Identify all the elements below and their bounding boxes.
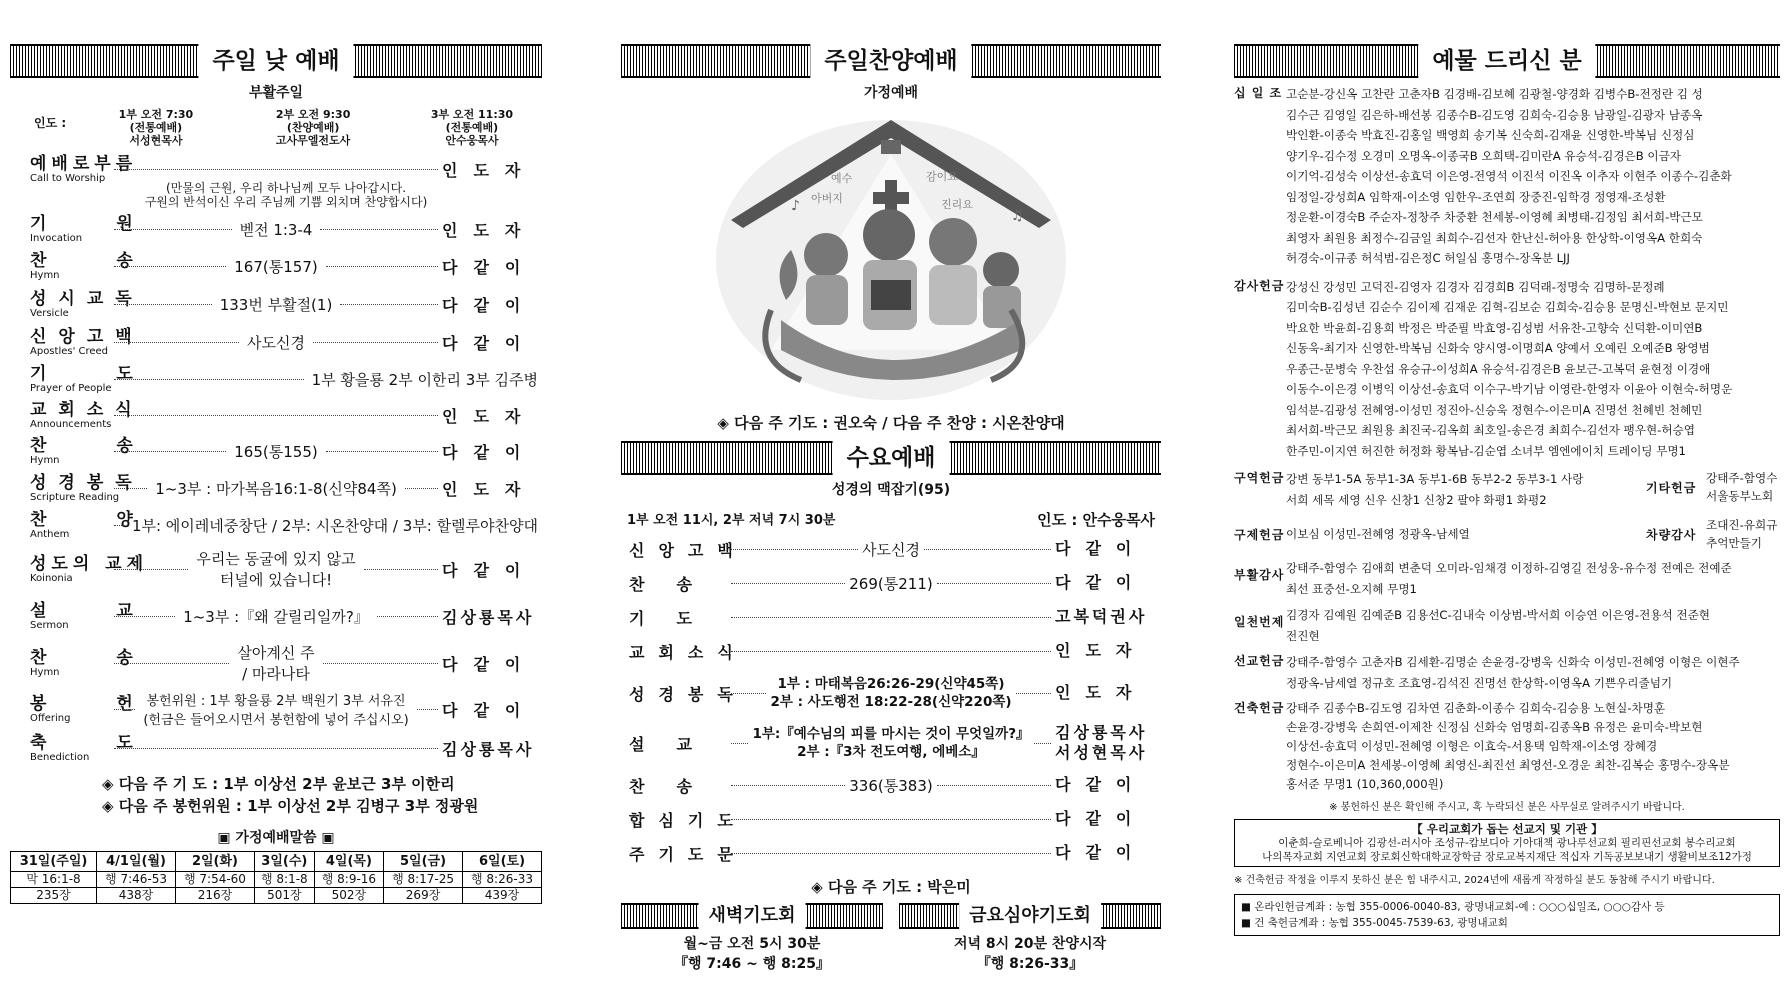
mission-box: 【 우리교회가 돕는 선교지 및 기관 】 이춘희-슬로베니아 김광선-러시아 조성규-캄보디아 기아대책 광나루선교회 필리핀선교회 봉수리교회 나의목자교회 지연교회 장로회신학대학교장학금 장로교복지재단 적십자 기독공보보내기 생활비보조12가정 — [1234, 819, 1780, 867]
order-row — [10, 729, 542, 767]
wednesday-title: 수요예배 — [833, 441, 950, 475]
wednesday-label: 설교 — [629, 734, 724, 754]
reading-ref: 행 8:1-8 — [254, 872, 314, 888]
wednesday-row — [621, 600, 1161, 634]
wednesday-time-row — [621, 509, 1161, 530]
district-offering: 구역헌금 강변 동부1-5A 동부1-3A 동부1-6B 동부2-2 동부3-1 사랑 서희 세목 세영 신우 신창1 신창2 팔야 화평1 화평2 기타헌금 강태주-함영수 서울동부노회 — [1234, 471, 1778, 507]
order-who: 다같이 — [442, 654, 537, 674]
order-content: 1~3부 : 마가복음16:1-8(신약84쪽) — [155, 479, 397, 498]
offering-line: 최영자 최원용 최정수-김금일 최희수-김선자 한난신-허아용 한상학-이영옥A 한희숙 — [1286, 230, 1703, 245]
offering-line: 허경숙-이규종 허석범-김은정C 허일심 홍명수-장옥분 LJJ — [1286, 251, 1570, 265]
order-label: 찬송 Hymn — [30, 647, 203, 678]
order-label: 교회소식 Announcements — [30, 399, 144, 430]
wednesday-label: 교회소식 — [629, 642, 747, 662]
wednesday-row — [621, 634, 1161, 668]
sunday-subtitle: 부활주일 — [248, 85, 304, 101]
wednesday-who: 김상룡목사 서성현목사 — [1055, 723, 1148, 762]
friday-title: 금요심야기도회 — [959, 903, 1101, 929]
order-row — [10, 637, 542, 689]
praise-next: ◈ 다음 주 기도 : 권오숙 / 다음 주 찬양 : 시온찬양대 — [717, 414, 1065, 432]
wednesday-label: 주기도문 — [629, 844, 747, 864]
building-offering: 건축헌금 강태주 김종수B-김도영 김차연 김춘화-이종수 김희숙-김승용 노현실-차명훈 손윤경-강병욱 손희연-이제찬 신정심 신화숙 엄명희-김종옥B 유정은 윤미숙-박보현 이상선-송효덕 이성민-전혜영 이형은 이효숙-서용택 임학재-이소영 장혜경 정현수-이은미A 천세봉-이영혜 최영신-최진선 최영선-오경운 최찬-김복순 홍명수-장옥분 홍서준 무명1 (10,360,000원) — [1234, 701, 1730, 791]
order-who: 다같이 — [442, 257, 537, 277]
order-who: 인도자 — [442, 479, 537, 499]
offering-note: ※ 봉헌하신 분은 확인해 주시고, 혹 누락되신 분은 사무실로 알려주시기 바랍니다. — [1329, 802, 1685, 813]
order-row — [10, 397, 542, 433]
service-1: 1부 오전 7:30 (전통예배) 서성현목사 — [118, 108, 194, 147]
order-who: 다같이 — [442, 700, 537, 720]
praise-subtitle: 가정예배 — [863, 85, 919, 101]
reading-day: 2일(화) — [176, 852, 255, 872]
service-3: 3부 오전 11:30 (전통예배) 안수웅목사 — [430, 108, 514, 147]
wednesday-content: 사도신경 — [862, 540, 920, 559]
reading-ref: 행 7:54-60 — [176, 872, 255, 888]
order-label: 찬송 Hymn — [30, 435, 203, 466]
order-label: 봉헌 Offering — [30, 693, 203, 724]
illu-word-1: 예수 — [831, 172, 853, 185]
wednesday-label: 찬송 — [629, 574, 724, 594]
wednesday-next: ◈ 다음 주 기도 : 박은미 — [811, 878, 971, 896]
order-content: 133번 부활절(1) — [219, 295, 333, 314]
order-row — [10, 285, 542, 323]
relief-offering: 구제헌금 이보심 이성민-전혜영 정광옥-남세열 차량감사 조대진-유희규 추억만들기 — [1234, 518, 1778, 550]
reading-hymn: 235장 — [11, 888, 97, 904]
missionary-offering: 선교헌금 강태주-함영수 고춘자B 김세환-김명순 손윤경-강병욱 신화숙 이성민-전혜영 이형은 이현주 정광옥-남세열 정규호 조효영-김석진 진명선 한상학-이영옥A 기쁜우리줄넘기 — [1234, 654, 1740, 690]
wednesday-content: 336(통383) — [849, 776, 933, 795]
offering-line: 고순분-강신옥 고찬란 고춘자B 김경배-김보혜 김광철-양경화 김병수B-전정란 김 성 — [1286, 87, 1703, 101]
wednesday-who: 다같이 — [1055, 843, 1147, 862]
wednesday-label: 기도 — [629, 608, 724, 628]
offering-line: 이기억-김성숙 이상선-송효덕 이은영-전영석 이진석 이진옥 이추자 이현주 이종수-김춘화 — [1286, 169, 1732, 183]
wednesday-label: 찬송 — [629, 776, 724, 796]
offering-line: 양기우-김수정 오경미 오명옥-이종국B 오희택-김미란A 유승석-김경은B 이금자 — [1286, 148, 1681, 163]
reading-ref: 행 7:46-53 — [97, 872, 176, 888]
wednesday-time: 1부 오전 11시, 2부 저녁 7시 30분 — [627, 513, 836, 528]
order-who: 인도자 — [442, 406, 537, 426]
account-box: ■ 온라인헌금계좌 : 농협 355-0006-0040-83, 광명내교회-예 : ○○○십일조, ○○○감사 등 ■ 건 축헌금계좌 : 농협 355-0045-7539-63, 광명내교회 — [1234, 894, 1780, 936]
order-content: 167(통157) — [234, 257, 318, 276]
family-worship-illustration — [711, 110, 1071, 410]
offering-line: 김수근 김영일 김은하-배선봉 김종수B-김도영 김희숙-김승용 남광일-김광자 남종옥 — [1286, 107, 1703, 122]
wednesday-label: 신앙고백 — [629, 540, 747, 560]
order-who: 인도자 — [442, 160, 537, 180]
order-row — [10, 433, 542, 469]
friday-time: 저녁 8시 20분 찬양시작 — [953, 936, 1107, 952]
order-label: 성경봉독 Scripture Reading — [30, 472, 144, 503]
wednesday-leader: 인도 : 안수웅목사 — [1037, 511, 1155, 529]
sunday-service-title: 주일 낮 예배 — [198, 44, 353, 78]
reading-day: 31일(주일) — [11, 852, 97, 872]
reading-ref: 행 8:26-33 — [463, 872, 542, 888]
sunday-service-header — [10, 44, 542, 78]
wednesday-label: 성경봉독 — [629, 684, 747, 704]
order-label: 찬양 Anthem — [30, 509, 203, 540]
order-row — [10, 211, 542, 247]
wednesday-row — [621, 836, 1161, 870]
offering-line: 김미숙B-김성년 김순수 김이제 김재운 김혁-김보순 김희숙-김승용 문명신-박현보 문지민 — [1286, 300, 1729, 314]
dawn-prayer — [621, 903, 883, 973]
wednesday-row — [621, 566, 1161, 600]
wednesday-who: 고복덕권사 — [1055, 607, 1148, 626]
order-label: 기도 Prayer of People — [30, 363, 203, 394]
order-content: 봉헌위원 : 1부 황을룡 2부 백원기 3부 서유진 (헌금은 들어오시면서 봉헌함에 넣어 주십시오) — [143, 694, 409, 728]
order-label: 성도의 교제 Koinonia — [30, 553, 149, 584]
dawn-text: 『행 7:46 ~ 행 8:25』 — [674, 956, 830, 972]
service-times — [10, 108, 542, 147]
offering-line: 이동수-이은경 이병익 이상선-송효덕 이수구-박기남 이영란-한영자 이윤아 이현숙-허명운 — [1286, 382, 1733, 396]
wednesday-order — [621, 532, 1161, 870]
order-label: 예배로부름 Call to Worship — [30, 153, 138, 184]
wednesday-who: 다같이 — [1055, 809, 1147, 828]
order-who: 다같이 — [442, 333, 537, 353]
reading-day: 6일(토) — [463, 852, 542, 872]
thousand-offering: 일천번제 김경자 김예원 김예준B 김용선C-김내숙 이상범-박서희 이승연 이은영-전용석 전준현 전진현 — [1234, 608, 1710, 643]
evening-service-column — [621, 44, 1161, 973]
order-row — [10, 147, 542, 191]
order-row — [10, 361, 542, 397]
wednesday-who: 인도자 — [1055, 683, 1147, 702]
offering-section — [1234, 84, 1780, 269]
reading-hymn: 216장 — [176, 888, 255, 904]
family-illustration-image — [711, 110, 1071, 410]
wednesday-content: 1부:『예수님의 피를 마시는 것이 무엇일까?』 2부 :『3차 전도여행, 에베소』 — [752, 726, 1030, 760]
reading-ref: 행 8:17-25 — [384, 872, 463, 888]
reading-hymn: 439장 — [463, 888, 542, 904]
reading-day: 5일(금) — [384, 852, 463, 872]
wednesday-who: 다같이 — [1055, 539, 1147, 558]
offerings-title: 예물 드리신 분 — [1418, 44, 1595, 78]
next-offering: ◈ 다음 주 봉헌위원 : 1부 이상선 2부 김병구 3부 정광원 — [102, 797, 479, 815]
wednesday-row — [621, 768, 1161, 802]
wednesday-header — [621, 441, 1161, 475]
offering-section — [1234, 277, 1780, 462]
offering-line: 박인환-이종숙 박효진-김홍일 백영희 송기복 신숙희-김재윤 신영한-박복님 신정심 — [1286, 128, 1695, 142]
order-who: 다같이 — [442, 442, 537, 462]
order-content: 벧전 1:3-4 — [239, 220, 313, 239]
praise-service-header — [621, 44, 1161, 78]
wednesday-row — [621, 718, 1161, 768]
order-row — [10, 543, 542, 595]
svg-text:♫: ♫ — [1011, 208, 1024, 224]
illu-word-3: 감이요 — [926, 170, 958, 183]
order-content: 살아계신 주 / 마라나타 — [237, 644, 315, 683]
reading-table — [10, 851, 542, 904]
order-label: 축도 Benediction — [30, 732, 203, 763]
order-who: 다같이 — [442, 560, 537, 580]
reading-hymn: 438장 — [97, 888, 176, 904]
order-row — [10, 595, 542, 637]
offering-line: 정운환-이경숙B 주순자-정창주 차중환 천세봉-이영혜 최병태-김정임 최서희-박근모 — [1286, 210, 1703, 224]
offering-line: 박요한 박윤희-김용희 박정은 박준필 박효영-김성범 서유찬-고향숙 신덕환-이미연B — [1286, 320, 1703, 335]
order-label: 설교 Sermon — [30, 600, 203, 631]
leader-label: 인도 : — [34, 116, 67, 130]
order-who: 다같이 — [442, 295, 537, 315]
wednesday-who: 인도자 — [1055, 641, 1147, 660]
order-row — [10, 507, 542, 543]
wednesday-row — [621, 668, 1161, 718]
worship-order — [10, 147, 542, 767]
order-label: 성시교독 Versicle — [30, 288, 144, 319]
next-prayer: ◈ 다음 주 기 도 : 1부 이상선 2부 윤보근 3부 이한리 — [102, 775, 455, 793]
order-content: 1~3부 :『왜 갈릴리일까?』 — [183, 607, 369, 626]
reading-hymn: 501장 — [254, 888, 314, 904]
wednesday-subtitle: 성경의 맥잡기(95) — [831, 482, 951, 498]
reading-day: 4/1일(월) — [97, 852, 176, 872]
order-content: 165(통155) — [234, 442, 318, 461]
reading-title: ▣ 가정예배말씀 ▣ — [217, 830, 335, 846]
wednesday-row — [621, 802, 1161, 836]
order-row — [10, 323, 542, 361]
order-who: 김상룡목사 — [442, 607, 535, 627]
call-intro: (만물의 근원, 우리 하나님께 모두 나아갑시다. 구원의 반석이신 우리 주님께 기쁨 외치며 찬양합시다) — [144, 181, 428, 209]
praise-service-title: 주일찬양예배 — [810, 44, 971, 78]
order-content: 사도신경 — [247, 333, 305, 352]
offerings-header — [1234, 44, 1780, 78]
offering-line: 최서희-박근모 최원용 최진국-김옥희 최호일-송은경 최희수-김선자 팽우현-허승엽 — [1286, 423, 1695, 437]
offering-category: 감사헌금 — [1234, 278, 1285, 293]
easter-offering: 부활감사 강태주-함영수 김애희 변춘덕 오미라-임채경 이정하-김영길 전성웅-유수정 전예은 전예준 최선 표중선-오지혜 무명1 — [1234, 561, 1732, 596]
reading-ref: 행 8:9-16 — [314, 872, 383, 888]
sunday-service-column — [10, 44, 542, 904]
reading-hymn: 502장 — [314, 888, 383, 904]
order-label: 기원 Invocation — [30, 213, 203, 244]
order-content: 1부 황을룡 2부 이한리 3부 김주병 — [311, 370, 538, 389]
reading-hymn: 269장 — [384, 888, 463, 904]
wednesday-content: 269(통211) — [849, 574, 933, 593]
offering-line: 임정일-강성희A 임학재-이소영 임한우-조연희 장중진-임학경 정영재-조성환 — [1286, 189, 1666, 204]
illu-word-2: 아버지 — [811, 192, 843, 205]
service-2: 2부 오전 9:30 (찬양예배) 고사무엘전도사 — [275, 108, 351, 147]
wednesday-who: 다같이 — [1055, 775, 1147, 794]
order-label: 신앙고백 Apostles' Creed — [30, 326, 144, 357]
offering-line: 임석분-김광성 전혜영-이성민 정진아-신승욱 정현수-이은미A 진명선 천혜빈 천혜민 — [1286, 402, 1703, 417]
illu-word-4: 진리요 — [941, 198, 973, 211]
offering-category: 십 일 조 — [1234, 86, 1283, 100]
order-content: 우리는 동굴에 있지 않고 터널에 있습니다! — [196, 550, 356, 589]
reading-day: 3일(수) — [254, 852, 314, 872]
reading-day: 4일(목) — [314, 852, 383, 872]
order-row — [10, 247, 542, 285]
reading-ref: 막 16:1-8 — [11, 872, 97, 888]
order-who: 김상룡목사 — [442, 739, 535, 759]
order-label: 찬송 Hymn — [30, 250, 203, 281]
building-footnote: ※ 건축헌금 작정을 이루지 못하신 분은 힘 내주시고, 2024년에 새롭게 작정하실 분도 동참해 주시기 바랍니다. — [1234, 875, 1715, 886]
offering-line: 강성신 강성민 고덕진-김영자 김경자 김경희B 김덕래-정명숙 김명하-문정례 — [1286, 279, 1665, 294]
order-content: 1부: 에이레네중창단 / 2부: 시온찬양대 / 3부: 할렐루야찬양대 — [131, 516, 538, 535]
order-row — [10, 689, 542, 729]
offering-line: 신동욱-최기자 신영한-박복님 신화숙 양시영-이명희A 양예서 오예린 오예준B 왕영범 — [1286, 341, 1710, 355]
offering-line: 한주민-이지연 허진한 허정화 황복남-김순엽 소녀부 엠엔에이치 트레이딩 무명1 — [1286, 443, 1686, 458]
svg-text:♪: ♪ — [791, 198, 800, 214]
friday-prayer — [899, 903, 1161, 973]
order-row — [10, 469, 542, 507]
wednesday-row — [621, 532, 1161, 566]
dawn-title: 새벽기도회 — [699, 903, 806, 929]
prayer-meetings — [621, 903, 1161, 973]
wednesday-who: 다같이 — [1055, 573, 1147, 592]
offering-line: 우종근-문병숙 우찬섭 유승규-이성희A 유승석-김경은B 윤보근-고복덕 윤현정 이경애 — [1286, 361, 1711, 376]
wednesday-content: 1부 : 마태복음26:26-29(신약45쪽) 2부 : 사도행전 18:22-28(신약220쪽) — [770, 676, 1012, 710]
order-who: 인도자 — [442, 220, 537, 240]
offerings-column — [1234, 44, 1780, 936]
wednesday-label: 합심기도 — [629, 810, 747, 830]
offering-sections — [1234, 84, 1780, 461]
friday-text: 『행 8:26-33』 — [976, 956, 1084, 972]
dawn-time: 월~금 오전 5시 30분 — [683, 936, 821, 952]
